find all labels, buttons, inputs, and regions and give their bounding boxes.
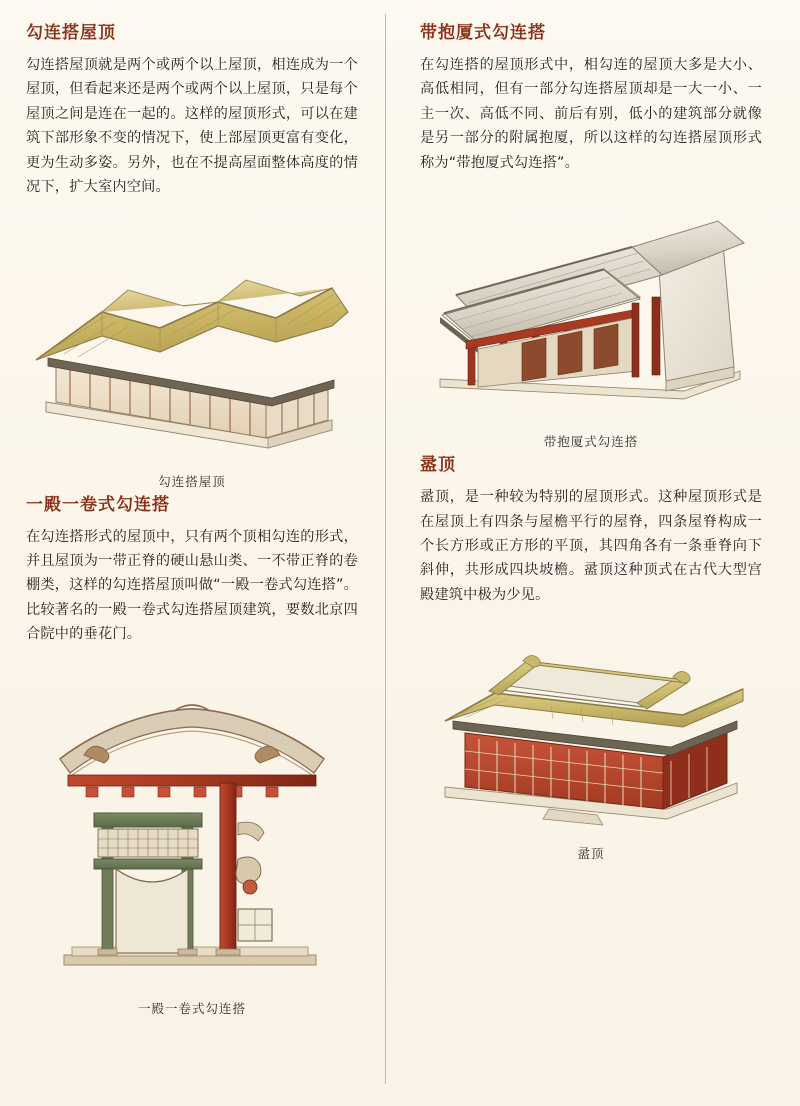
illustration-luding [431,623,751,838]
figure-daibaosha [420,191,762,450]
section-title-daibaosha: 带抱厦式勾连搭 [420,23,546,43]
illustration-daibaosha [426,191,756,426]
figure-caption-yidianyijuan: 一殿一卷式勾连搭 [137,1000,246,1016]
section-title-yidianyijuan: 一殿一卷式勾连搭 [26,494,170,515]
section-body-daibaosha: 在勾连搭的屋顶形式中，相勾连的屋顶大多是大小、高低相同，但有一部分勾连搭屋顶却是一大一小、一主一次、高低不同、前后有别，低小的建筑部分就像是另一部分的附属抱厦，所以这样的勾连搭屋顶形式称为“带抱厦式勾连搭”。 [420,57,762,171]
section-title-gouliandacroof: 勾连搭屋顶 [26,23,116,43]
figure-caption-gouliandacroof: 勾连搭屋顶 [158,473,226,489]
section-body-yidianyijuan: 在勾连搭形式的屋顶中，只有两个顶相勾连的形式，并且屋顶为一带正脊的硬山悬山类、一不带正脊的卷棚类，这样的勾连搭屋顶叫做“一殿一卷式勾连搭”。比较著名的一殿一卷式勾连搭屋顶建筑，要数北京四合院中的垂花门。 [26,528,358,643]
column-divider [385,14,386,1084]
figure-gouliandacroof [26,216,358,490]
illustration-chuihuamen [42,663,342,993]
figure-caption-daibaosha: 带抱厦式勾连搭 [543,434,639,450]
figure-caption-luding: 盝顶 [577,846,605,862]
left-column [26,18,372,1094]
section-body-gouliandacroof: 勾连搭屋顶就是两个或两个以上屋顶，相连成为一个屋顶，但看起来还是两个或两个以上屋顶，只是每个屋顶之间是连在一起的。这样的屋顶形式，可以在建筑下部形象不变的情况下，使上部屋顶更富有变化，更为生动多姿。另外，也在不提高屋面整体高度的情况下，扩大室内空间。 [26,57,358,196]
illustration-gouliandacroof [32,216,352,466]
figure-yidianyijuan [26,663,358,1017]
right-column [416,18,762,1094]
section-title-luding: 盝顶 [420,455,456,476]
section-body-luding: 盝顶，是一种较为特别的屋顶形式。这种屋顶形式是在屋顶上有四条与屋檐平行的屋脊，四条屋脊构成一个长方形或正方形的平顶，其四角各有一条垂脊向下斜伸，共形成四块坡檐。盝顶这种顶式在古代大型宫殿建筑中极为少见。 [420,489,762,603]
figure-luding [420,623,762,862]
